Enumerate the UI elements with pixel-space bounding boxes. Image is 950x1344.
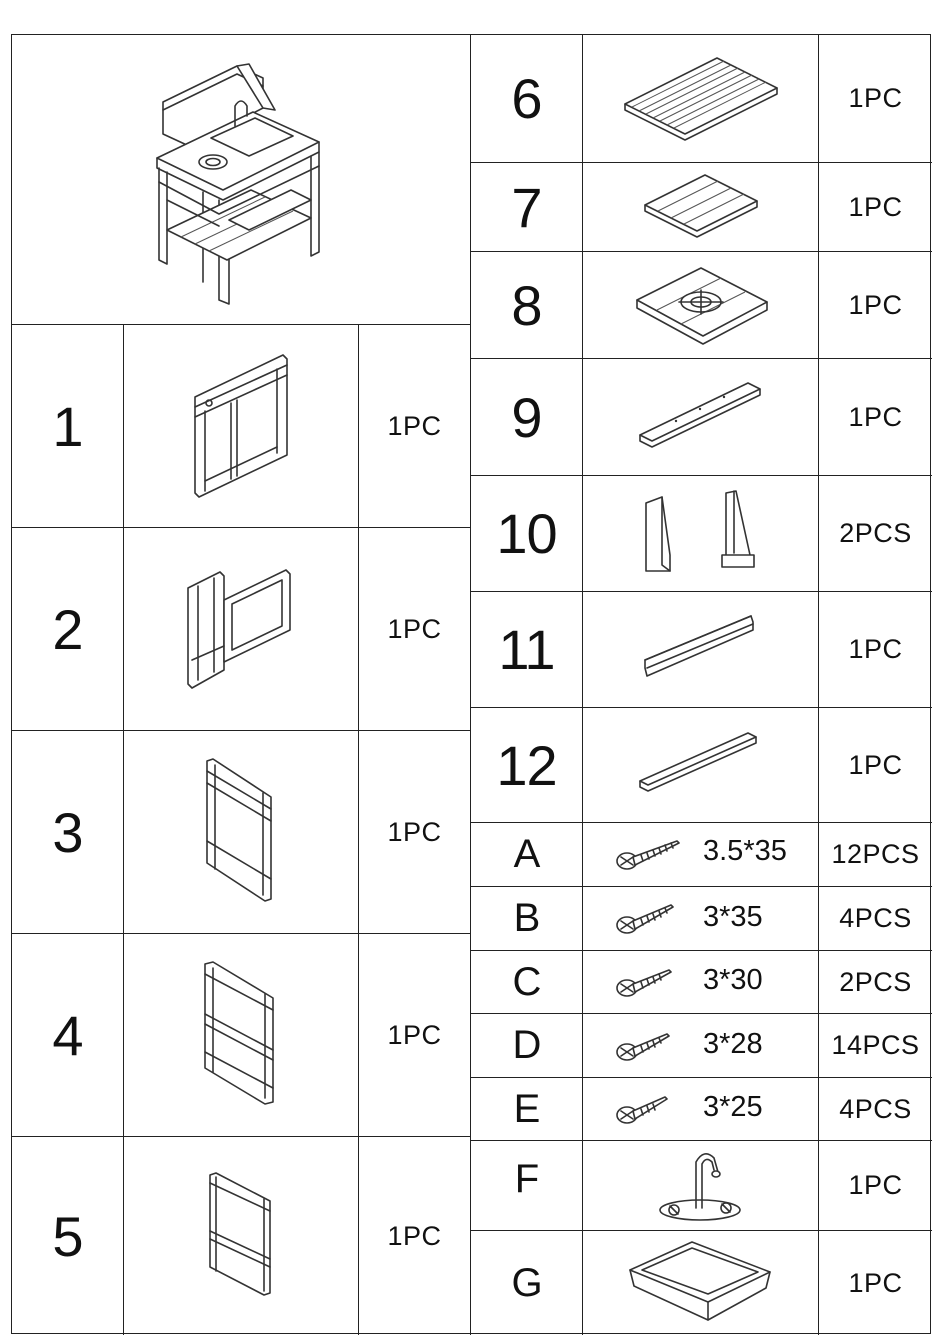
part-8-number: 8 (471, 252, 583, 359)
hardware-D-image (583, 1014, 819, 1078)
screw-icon (615, 835, 685, 875)
part-9-quantity: 1PC (819, 359, 932, 476)
part-5-number: 5 (12, 1137, 124, 1335)
part-11-image (583, 592, 819, 708)
front-frame-panel-icon (191, 351, 291, 501)
part-2-quantity: 1PC (359, 528, 471, 731)
hardware-A-size: 3.5*35 (703, 835, 787, 867)
side-frame-panel-icon (201, 960, 281, 1110)
hardware-E-quantity: 4PCS (819, 1078, 932, 1141)
part-7-image (583, 163, 819, 252)
hardware-B-image (583, 887, 819, 951)
part-10-image (583, 476, 819, 592)
hardware-D-letter: D (471, 1014, 583, 1078)
part-1-quantity: 1PC (359, 325, 471, 528)
hardware-B-letter: B (471, 887, 583, 951)
hardware-C-size: 3*30 (703, 964, 763, 996)
hardware-F-quantity: 1PC (819, 1141, 932, 1231)
part-12-quantity: 1PC (819, 708, 932, 823)
hardware-E-size: 3*25 (703, 1091, 763, 1123)
part-4-number: 4 (12, 934, 124, 1137)
part-6-quantity: 1PC (819, 35, 932, 163)
side-frame-panel-icon (206, 1171, 276, 1301)
part-4-quantity: 1PC (359, 934, 471, 1137)
part-9-number: 9 (471, 359, 583, 476)
part-8-quantity: 1PC (819, 252, 932, 359)
hardware-D-size: 3*28 (703, 1028, 763, 1060)
hardware-F-letter: F (471, 1141, 583, 1231)
faucet-icon (656, 1146, 746, 1226)
part-2-number: 2 (12, 528, 124, 731)
part-10-number: 10 (471, 476, 583, 592)
part-5-quantity: 1PC (359, 1137, 471, 1335)
screw-icon (615, 1026, 685, 1066)
assembled-kitchen-overview (12, 35, 471, 325)
hardware-C-letter: C (471, 951, 583, 1014)
part-7-quantity: 1PC (819, 163, 932, 252)
burner-top-panel-icon (631, 262, 771, 348)
part-5-image (124, 1137, 359, 1335)
hardware-F-image (583, 1141, 819, 1231)
part-8-image (583, 252, 819, 359)
part-6-image (583, 35, 819, 163)
rail-board-icon (636, 725, 766, 805)
wooden-board-icon (636, 377, 766, 457)
side-frame-panel-icon (186, 564, 296, 694)
screw-icon (615, 1089, 685, 1129)
hardware-G-image (583, 1231, 819, 1335)
part-4-image (124, 934, 359, 1137)
part-6-number: 6 (471, 35, 583, 163)
hardware-G-quantity: 1PC (848, 1267, 903, 1298)
side-bracket-pair-icon (636, 489, 766, 579)
hardware-E-image (583, 1078, 819, 1141)
assembled-mud-kitchen-icon (141, 50, 341, 310)
hardware-G-letter: G (471, 1231, 583, 1335)
hardware-C-image (583, 951, 819, 1014)
part-7-number: 7 (471, 163, 583, 252)
hardware-A-quantity: 12PCS (819, 823, 932, 887)
part-10-quantity: 2PCS (819, 476, 932, 592)
side-frame-panel-icon (201, 757, 281, 907)
part-11-number: 11 (471, 592, 583, 708)
part-11-quantity: 1PC (819, 592, 932, 708)
part-3-quantity: 1PC (359, 731, 471, 934)
sink-basin-icon (626, 1238, 776, 1328)
hardware-B-quantity: 4PCS (819, 887, 932, 951)
part-12-image (583, 708, 819, 823)
screw-icon (615, 962, 685, 1002)
slatted-panel-icon (621, 54, 781, 144)
hardware-E-letter: E (471, 1078, 583, 1141)
hardware-C-quantity: 2PCS (819, 951, 932, 1014)
hardware-A-letter: A (471, 823, 583, 887)
hardware-B-size: 3*35 (703, 901, 763, 933)
part-1-number: 1 (12, 325, 124, 528)
part-3-image (124, 731, 359, 934)
part-3-number: 3 (12, 731, 124, 934)
part-12-number: 12 (471, 708, 583, 823)
parts-list-table (11, 34, 931, 1334)
rail-board-icon (641, 610, 761, 690)
hardware-A-image (583, 823, 819, 887)
screw-icon (615, 899, 685, 939)
part-9-image (583, 359, 819, 476)
part-2-image (124, 528, 359, 731)
hardware-D-quantity: 14PCS (819, 1014, 932, 1078)
slatted-panel-icon (641, 171, 761, 243)
part-1-image (124, 325, 359, 528)
